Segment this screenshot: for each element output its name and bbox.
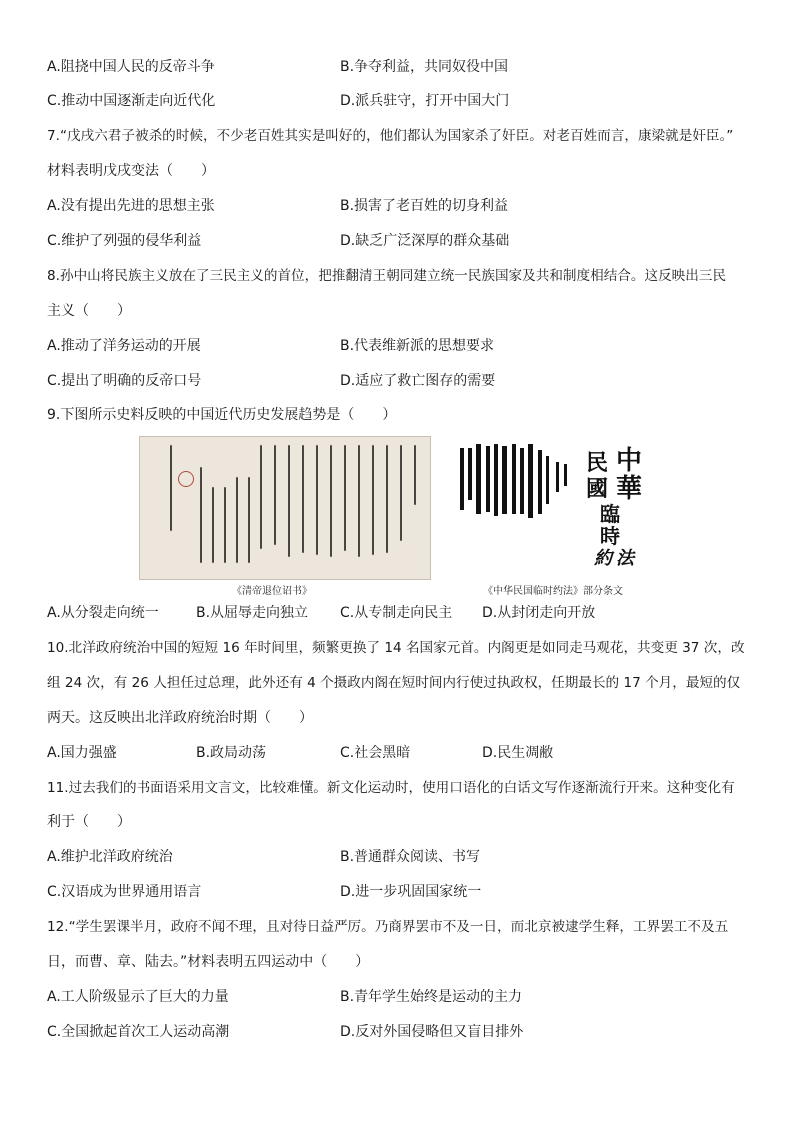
q12-option-c: C.全国掀起首次工人运动高潮 [47, 1024, 230, 1040]
title-char-5: 臨 [600, 502, 620, 526]
q8-option-b: B.代表维新派的思想要求 [340, 338, 495, 354]
q12-option-b: B.青年学生始终是运动的主力 [340, 989, 523, 1005]
q7-option-d: D.缺乏广泛深厚的群众基础 [340, 233, 510, 249]
q10-stem-line3: 两天。这反映出北洋政府统治时期（ ） [47, 710, 313, 726]
q11-option-d: D.进一步巩固国家统一 [340, 884, 482, 900]
q12-stem-line2: 日，而曹、章、陆去。”材料表明五四运动中（ ） [47, 954, 370, 970]
q7-option-c: C.维护了列强的侵华利益 [47, 233, 202, 249]
q10-option-b: B.政局动荡 [196, 745, 267, 761]
title-char-2: 華 [616, 474, 643, 504]
q7-option-b: B.损害了老百姓的切身利益 [340, 198, 509, 214]
title-char-7: 約 [594, 548, 612, 569]
seal-mark [178, 471, 194, 487]
q12-stem-line1: 12.“学生罢课半月，政府不闻不理，且对待日益严厉。乃商界罢市不及一日，而北京被逮学生释，工界罢工不及五 [47, 919, 729, 935]
q8-stem-line1: 8.孙中山将民族主义放在了三民主义的首位，把推翻清王朝同建立统一民族国家及共和制度相结合。这反映出三民 [47, 268, 727, 284]
title-char-1: 中 [616, 446, 643, 476]
caption-left: 《清帝退位诏书》 [232, 586, 312, 597]
q9-option-c: C.从专制走向民主 [340, 605, 453, 621]
q8-option-a: A.推动了洋务运动的开展 [47, 338, 201, 354]
q11-stem-line1: 11.过去我们的书面语采用文言文，比较难懂。新文化运动时，使用口语化的白话文写作逐渐流行开来。这种变化有 [47, 780, 735, 796]
q12-option-a: A.工人阶级显示了巨大的力量 [47, 989, 229, 1005]
q8-stem-line2: 主义（ ） [47, 303, 131, 319]
q7-option-a: A.没有提出先进的思想主张 [47, 198, 215, 214]
q12-option-d: D.反对外国侵略但又盲目排外 [340, 1024, 524, 1040]
q8-option-c: C.提出了明确的反帝口号 [47, 373, 202, 389]
q10-option-d: D.民生凋敝 [482, 745, 554, 761]
q10-stem-line2: 组 24 次，有 26 人担任过总理，此外还有 4 个摄政内阁在短时间内行使过执政权，任期最长的 17 个月，最短的仅 [47, 675, 741, 691]
provisional-constitution-image [448, 436, 648, 580]
q9-option-a: A.从分裂走向统一 [47, 605, 159, 621]
q8-option-d: D.适应了救亡图存的需要 [340, 373, 496, 389]
title-char-8: 法 [616, 548, 634, 569]
q7-stem-line1: 7.“戊戌六君子被杀的时候，不少老百姓其实是叫好的，他们都认为国家杀了奸臣。对老百姓而言，康梁就是奸臣。” [47, 128, 734, 144]
title-char-4: 國 [586, 476, 609, 502]
q11-option-c: C.汉语成为世界通用语言 [47, 884, 202, 900]
q10-stem-line1: 10.北洋政府统治中国的短短 16 年时间里，频繁更换了 14 名国家元首。内阁更是如同走马观花，共变更 37 次，改 [47, 640, 745, 656]
q6-option-b: B.争夺利益，共同奴役中国 [340, 59, 509, 75]
q11-stem-line2: 利于（ ） [47, 814, 131, 830]
q9-option-d: D.从封闭走向开放 [482, 605, 596, 621]
abdication-edict-image [139, 436, 431, 580]
q11-option-a: A.维护北洋政府统治 [47, 849, 173, 865]
q6-option-d: D.派兵驻守，打开中国大门 [340, 93, 510, 109]
q11-option-b: B.普通群众阅读、书写 [340, 849, 481, 865]
q10-option-c: C.社会黑暗 [340, 745, 411, 761]
title-char-3: 民 [586, 450, 609, 476]
q6-option-a: A.阻挠中国人民的反帝斗争 [47, 59, 215, 75]
q6-option-c: C.推动中国逐渐走向近代化 [47, 93, 216, 109]
q7-stem-line2: 材料表明戊戌变法（ ） [47, 163, 215, 179]
q10-option-a: A.国力强盛 [47, 745, 117, 761]
q9-option-b: B.从屈辱走向独立 [196, 605, 309, 621]
q9-stem: 9.下图所示史料反映的中国近代历史发展趋势是（ ） [47, 407, 397, 423]
caption-right: 《中华民国临时约法》部分条文 [483, 586, 623, 597]
title-char-6: 時 [600, 524, 620, 548]
